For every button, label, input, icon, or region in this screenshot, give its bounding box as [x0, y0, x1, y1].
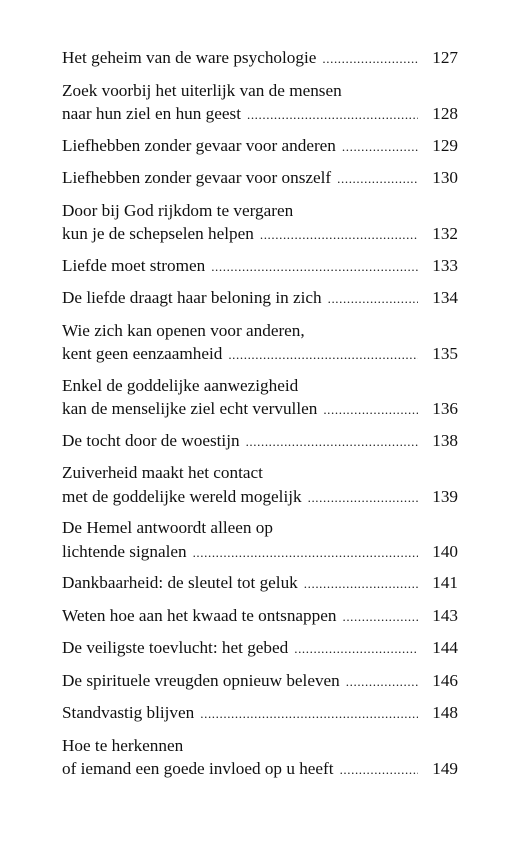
dot-leader [260, 223, 418, 247]
toc-entry-title-line-2: kent geen eenzaamheid [62, 344, 223, 363]
toc-entry-title: De veiligste toevlucht: het gebed [62, 638, 289, 657]
toc-page-number: 129 [432, 135, 458, 155]
toc-entry-title: Weten hoe aan het kwaad te ontsnappen [62, 605, 337, 625]
toc-page-number: 133 [432, 255, 458, 275]
toc-entry-line [62, 222, 458, 247]
toc-entry-line [62, 636, 458, 661]
toc-page-number: 135 [432, 344, 458, 363]
toc-entry[interactable] [62, 79, 458, 127]
toc-page-number: 143 [432, 605, 458, 625]
toc-entry[interactable] [62, 429, 458, 454]
toc-page-number: 130 [432, 168, 458, 187]
dot-leader [328, 287, 418, 311]
toc-page-number: 134 [432, 288, 458, 307]
dot-leader [211, 255, 418, 279]
toc-entry[interactable] [62, 319, 458, 367]
toc-entry-line [62, 46, 458, 71]
toc-entry-title-line-2: naar hun ziel en hun geest [62, 104, 241, 123]
toc-entry-title-line-1: Zuiverheid maakt het contact [62, 463, 263, 482]
toc-page-number: 127 [432, 48, 458, 67]
toc-entry[interactable] [62, 134, 458, 159]
toc-page-number: 144 [432, 638, 458, 657]
toc-entry-title-line-1: Door bij God rijkdom te vergaren [62, 200, 294, 220]
dot-leader [294, 637, 418, 661]
toc-page-number: 141 [432, 573, 458, 592]
toc-entry-line [62, 540, 458, 565]
toc-entry-line [62, 166, 458, 191]
toc-entry[interactable] [62, 199, 458, 247]
toc-entry-title: De liefde draagt haar beloning in zich [62, 288, 322, 307]
toc-entry[interactable] [62, 286, 458, 311]
toc-entry-title: Liefhebben zonder gevaar voor anderen [62, 135, 336, 155]
toc-entry-title: Dankbaarheid: de sleutel tot geluk [62, 573, 298, 592]
toc-page-number: 128 [432, 104, 458, 123]
toc-entry[interactable] [62, 46, 458, 71]
dot-leader [346, 670, 418, 694]
toc-entry[interactable] [62, 254, 458, 279]
toc-entry-title: De tocht door de woestijn [62, 430, 240, 450]
dot-leader [322, 47, 418, 71]
dot-leader [308, 486, 418, 510]
toc-page-number: 146 [432, 670, 458, 690]
toc-entry-title-line-2: of iemand een goede invloed op u heeft [62, 759, 334, 778]
toc-entry-title-line-1: Enkel de goddelijke aanwezigheid [62, 375, 299, 395]
toc-page-number: 132 [432, 224, 458, 243]
toc-entry-line [62, 286, 458, 311]
toc-entry-title: Standvastig blijven [62, 703, 195, 722]
dot-leader [247, 103, 418, 127]
toc-entry-line [62, 397, 458, 422]
toc-page-number: 148 [432, 703, 458, 722]
toc-entry-title-line-1: De Hemel antwoordt alleen op [62, 518, 273, 537]
toc-entry-line [62, 102, 458, 127]
toc-entry-line [62, 342, 458, 367]
dot-leader [340, 758, 418, 782]
toc-entry-line [62, 604, 458, 629]
toc-entry-line [62, 429, 458, 454]
toc-entry-title: Liefhebben zonder gevaar voor onszelf [62, 168, 332, 187]
toc-page-number: 140 [432, 541, 458, 561]
toc-entry[interactable] [62, 166, 458, 191]
toc-entry[interactable] [62, 461, 458, 509]
toc-page-number: 139 [432, 486, 458, 506]
toc-entry-line [62, 134, 458, 159]
toc-page-number: 136 [432, 399, 458, 418]
dot-leader [337, 167, 418, 191]
toc-entry-title: Liefde moet stromen [62, 255, 206, 275]
dot-leader [342, 135, 418, 159]
toc-entry[interactable] [62, 516, 458, 564]
toc-entry-title-line-2: kan de menselijke ziel echt vervullen [62, 399, 318, 418]
toc-entry[interactable] [62, 374, 458, 422]
toc-entry-line [62, 254, 458, 279]
dot-leader [200, 702, 418, 726]
dot-leader [193, 541, 418, 565]
dot-leader [228, 343, 418, 367]
table-of-contents [62, 46, 458, 789]
dot-leader [323, 398, 418, 422]
toc-entry-line [62, 485, 458, 510]
toc-entry-title-line-2: met de goddelijke wereld mogelijk [62, 486, 302, 506]
dot-leader [246, 430, 418, 454]
toc-entry-title-line-1: Hoe te herkennen [62, 735, 184, 755]
toc-entry[interactable] [62, 701, 458, 726]
toc-entry-title-line-2: kun je de schepselen helpen [62, 224, 254, 243]
dot-leader [304, 572, 418, 596]
toc-entry-title-line-1: Zoek voorbij het uiterlijk van de mensen [62, 80, 342, 100]
toc-page-number: 138 [432, 430, 458, 450]
toc-entry-line [62, 701, 458, 726]
toc-entry-title-line-1: Wie zich kan openen voor anderen, [62, 320, 305, 340]
toc-entry[interactable] [62, 636, 458, 661]
toc-entry-line [62, 571, 458, 596]
dot-leader [342, 605, 418, 629]
toc-entry-title: Het geheim van de ware psychologie [62, 48, 317, 67]
toc-page-number: 149 [432, 759, 458, 778]
toc-entry[interactable] [62, 571, 458, 596]
toc-entry[interactable] [62, 734, 458, 782]
toc-entry-title-line-2: lichtende signalen [62, 541, 187, 561]
toc-entry-title: De spirituele vreugden opnieuw beleven [62, 670, 340, 690]
toc-entry-line [62, 669, 458, 694]
toc-entry[interactable] [62, 604, 458, 629]
toc-entry-line [62, 757, 458, 782]
toc-entry[interactable] [62, 669, 458, 694]
